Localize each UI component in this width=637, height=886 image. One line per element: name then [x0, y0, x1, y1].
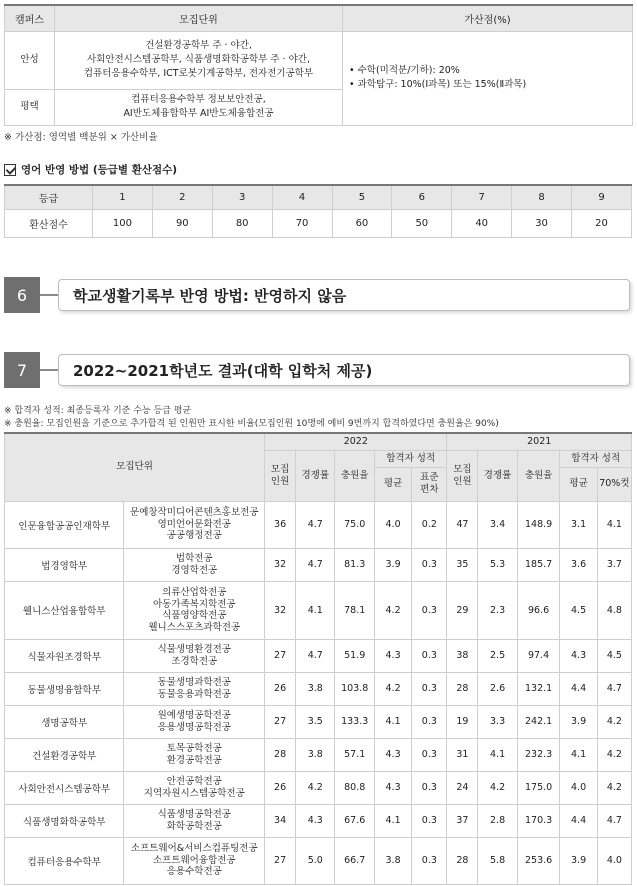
majors-cell: [124, 501, 265, 548]
major-name: 화학공학전공: [166, 820, 222, 832]
value-cell: 27: [265, 705, 296, 738]
value-cell: 4.1: [296, 581, 335, 639]
header-fill-rate: 충원율: [517, 450, 560, 501]
value-cell: 75.0: [335, 501, 374, 548]
value-cell: 35: [447, 548, 478, 581]
value-cell: 19: [447, 705, 478, 738]
header-unit: 모집단위: [5, 433, 265, 501]
table-row: [5, 837, 632, 884]
score-cell: 80: [212, 209, 272, 237]
value-cell: 232.3: [517, 738, 560, 771]
table-row: [5, 639, 632, 672]
value-cell: 80.8: [335, 771, 374, 804]
major-name: 문예창작미디어콘텐츠홍보전공: [130, 507, 259, 519]
major-name: 의류산업학전공: [162, 587, 227, 598]
value-cell: 4.2: [478, 771, 517, 804]
table-row: [5, 804, 632, 837]
major-name: 토목공학전공: [166, 743, 222, 754]
value-cell: 4.5: [560, 581, 597, 639]
value-cell: 0.2: [412, 501, 447, 548]
major-name: 소프트웨어융합전공: [152, 854, 236, 866]
table-row: [5, 501, 632, 548]
value-cell: 38: [447, 639, 478, 672]
header-competition: 경쟁률: [478, 450, 517, 501]
majors-cell: [124, 581, 265, 639]
value-cell: 0.3: [412, 738, 447, 771]
major-name: 공공행정전공: [166, 530, 222, 542]
unit-line: 사회안전시스템공학부, 식품생명화학공학부 주 · 야간,: [86, 54, 311, 65]
value-cell: 26: [265, 771, 296, 804]
majors-cell: [124, 837, 265, 884]
value-cell: 51.9: [335, 639, 374, 672]
value-cell: 29: [447, 581, 478, 639]
value-cell: 0.3: [412, 548, 447, 581]
table-row: [5, 672, 632, 705]
unit-line: 컴퓨터응용수학부 정보보안전공,: [131, 94, 266, 105]
dept-name: 건설환경공학부: [5, 738, 124, 771]
value-cell: 4.2: [597, 738, 631, 771]
major-name: 조경학전공: [171, 655, 218, 667]
value-cell: 34: [265, 804, 296, 837]
value-cell: 170.3: [517, 804, 560, 837]
header-std: 표준 편차: [412, 467, 447, 501]
value-cell: 4.8: [597, 581, 631, 639]
value-cell: 81.3: [335, 548, 374, 581]
unit-line: 건설환경공학부 주 · 야간,: [145, 40, 252, 51]
major-name: 원예생명공학전공: [157, 710, 231, 721]
header-addpoints: 가산점(%): [343, 5, 633, 31]
header-campus: 캠퍼스: [5, 5, 55, 31]
major-name: 동물응용과학전공: [157, 688, 231, 700]
value-cell: 103.8: [335, 672, 374, 705]
value-cell: 0.3: [412, 672, 447, 705]
grade-label: 등급: [5, 185, 93, 209]
header-avg: 평균: [374, 467, 411, 501]
value-cell: 4.3: [374, 738, 411, 771]
score-cell: 100: [93, 209, 153, 237]
majors-cell: [124, 771, 265, 804]
results-body: [5, 501, 632, 884]
dept-name: 컴퓨터응용수학부: [5, 837, 124, 884]
header-score-group: 합격자 성적: [374, 450, 447, 467]
section-6-header: [4, 277, 632, 313]
major-name: 아동가족복지학전공: [152, 598, 236, 610]
value-cell: 4.3: [374, 639, 411, 672]
value-cell: 5.0: [296, 837, 335, 884]
table-row: [5, 705, 632, 738]
section-7-header: [4, 352, 632, 388]
addpoint-note: ※ 가산점: 영역별 백분위 × 가산비율: [4, 132, 158, 143]
major-name: 영미언어문화전공: [157, 518, 231, 530]
dept-name: 법경영학부: [5, 548, 124, 581]
major-name: 환경공학전공: [166, 754, 222, 766]
value-cell: 2.6: [478, 672, 517, 705]
grade-cell: 8: [512, 185, 572, 209]
value-cell: 4.7: [597, 672, 631, 705]
header-units: 모집단위: [55, 5, 343, 31]
value-cell: 0.3: [412, 804, 447, 837]
value-cell: 4.7: [296, 548, 335, 581]
addpoint-math: • 수학(미적분/기하): 20%: [349, 65, 460, 76]
major-name: 웰니스스포츠과학전공: [148, 621, 241, 633]
major-name: 법학전공: [175, 553, 213, 564]
value-cell: 4.7: [296, 501, 335, 548]
value-cell: 5.3: [478, 548, 517, 581]
english-section-title: [4, 162, 177, 177]
value-cell: 4.2: [597, 705, 631, 738]
addpoint-science: • 과학탐구: 10%(Ⅰ과목) 또는 15%(Ⅱ과목): [349, 79, 527, 90]
value-cell: 27: [265, 837, 296, 884]
score-cell: 50: [392, 209, 452, 237]
score-cell: 90: [152, 209, 212, 237]
value-cell: 0.3: [412, 837, 447, 884]
score-cell: 40: [452, 209, 512, 237]
score-label: 환산점수: [5, 209, 93, 237]
value-cell: 57.1: [335, 738, 374, 771]
value-cell: 4.1: [478, 738, 517, 771]
value-cell: 3.3: [478, 705, 517, 738]
majors-cell: [124, 672, 265, 705]
value-cell: 27: [265, 639, 296, 672]
campus-name: 평택: [5, 89, 55, 125]
value-cell: 0.3: [412, 705, 447, 738]
value-cell: 4.3: [560, 639, 597, 672]
score-cell: 30: [512, 209, 572, 237]
value-cell: 253.6: [517, 837, 560, 884]
table-row: [5, 738, 632, 771]
value-cell: 4.7: [296, 639, 335, 672]
header-cut70: 70%컷: [597, 467, 631, 501]
majors-cell: [124, 804, 265, 837]
table-row: [5, 548, 632, 581]
major-name: 응용수학전공: [166, 866, 222, 878]
dept-name: 동물생명융합학부: [5, 672, 124, 705]
major-name: 식품생명공학전공: [157, 809, 231, 820]
value-cell: 2.8: [478, 804, 517, 837]
value-cell: 66.7: [335, 837, 374, 884]
value-cell: 5.8: [478, 837, 517, 884]
value-cell: 2.5: [478, 639, 517, 672]
value-cell: 2.3: [478, 581, 517, 639]
grade-cell: 1: [93, 185, 153, 209]
dept-name: 식품생명화학공학부: [5, 804, 124, 837]
value-cell: 28: [447, 672, 478, 705]
value-cell: 4.4: [560, 672, 597, 705]
value-cell: 3.4: [478, 501, 517, 548]
table-row: [5, 581, 632, 639]
results-table: [4, 432, 632, 885]
score-cell: 20: [572, 209, 632, 237]
dept-name: 인문융합공공인재학부: [5, 501, 124, 548]
campus-addpoint-table: [4, 4, 633, 126]
value-cell: 0.3: [412, 771, 447, 804]
value-cell: 3.8: [296, 672, 335, 705]
majors-cell: [124, 738, 265, 771]
unit-line: AI반도체융합학부 AI반도체융합전공: [123, 108, 274, 119]
major-name: 식품영양학전공: [162, 610, 227, 621]
value-cell: 67.6: [335, 804, 374, 837]
value-cell: 4.0: [374, 501, 411, 548]
value-cell: 148.9: [517, 501, 560, 548]
value-cell: 175.0: [517, 771, 560, 804]
value-cell: 37: [447, 804, 478, 837]
value-cell: 28: [447, 837, 478, 884]
value-cell: 78.1: [335, 581, 374, 639]
value-cell: 32: [265, 548, 296, 581]
english-grade-table: [4, 184, 632, 238]
value-cell: 4.1: [374, 804, 411, 837]
campus-name: 안성: [5, 31, 55, 89]
unit-line: 컴퓨터응용수학부, ICT로봇기계공학부, 전자전기공학부: [83, 68, 314, 79]
value-cell: 28: [265, 738, 296, 771]
value-cell: 0.3: [412, 639, 447, 672]
dept-name: 사회안전시스템공학부: [5, 771, 124, 804]
value-cell: 4.7: [597, 804, 631, 837]
majors-cell: [124, 705, 265, 738]
majors-cell: [124, 548, 265, 581]
grade-cell: 5: [332, 185, 392, 209]
value-cell: 185.7: [517, 548, 560, 581]
value-cell: 4.2: [374, 672, 411, 705]
dept-name: 웰니스산업융합학부: [5, 581, 124, 639]
value-cell: 133.3: [335, 705, 374, 738]
header-score-group: 합격자 성적: [560, 450, 632, 467]
header-fill-rate: 충원율: [335, 450, 374, 501]
header-avg: 평균: [560, 467, 597, 501]
value-cell: 132.1: [517, 672, 560, 705]
note-score: ※ 합격자 성적: 최종등록자 기준 수능 등급 평균: [4, 406, 192, 416]
header-2022: 2022: [265, 433, 447, 450]
table-row: [5, 771, 632, 804]
major-name: 동물생명과학전공: [157, 677, 231, 688]
value-cell: 32: [265, 581, 296, 639]
english-title-text: 영어 반영 방법 (등급별 환산점수): [21, 164, 178, 176]
header-quota: 모집 인원: [265, 450, 296, 501]
grade-cell: 7: [452, 185, 512, 209]
grade-cell: 6: [392, 185, 452, 209]
value-cell: 3.8: [296, 738, 335, 771]
value-cell: 3.8: [374, 837, 411, 884]
value-cell: 3.9: [560, 837, 597, 884]
value-cell: 31: [447, 738, 478, 771]
value-cell: 242.1: [517, 705, 560, 738]
value-cell: 36: [265, 501, 296, 548]
value-cell: 26: [265, 672, 296, 705]
value-cell: 4.1: [597, 501, 631, 548]
value-cell: 4.0: [597, 837, 631, 884]
score-cell: 60: [332, 209, 392, 237]
grade-cell: 3: [212, 185, 272, 209]
score-cell: 70: [272, 209, 332, 237]
dept-name: 생명공학부: [5, 705, 124, 738]
value-cell: 3.7: [597, 548, 631, 581]
value-cell: 3.9: [560, 705, 597, 738]
value-cell: 4.3: [296, 804, 335, 837]
value-cell: 47: [447, 501, 478, 548]
value-cell: 3.1: [560, 501, 597, 548]
major-name: 지역자원시스템공학전공: [143, 787, 245, 799]
value-cell: 4.3: [374, 771, 411, 804]
dept-name: 식물자원조경학부: [5, 639, 124, 672]
header-competition: 경쟁률: [296, 450, 335, 501]
value-cell: 0.3: [412, 581, 447, 639]
section-connector: [40, 369, 58, 371]
section-title: 학교생활기록부 반영 방법: 반영하지 않음: [58, 279, 630, 311]
note-fill-rate: ※ 충원율: 모집인원을 기준으로 추가합격 된 인원만 표시한 비율(모집인원 10명에 예비 9번까지 합격하였다면 충원율은 90%): [4, 419, 499, 429]
major-name: 경영학전공: [171, 564, 218, 576]
value-cell: 4.1: [560, 738, 597, 771]
value-cell: 24: [447, 771, 478, 804]
major-name: 식물생명환경전공: [157, 644, 231, 655]
campus-units: [55, 31, 343, 89]
value-cell: 96.6: [517, 581, 560, 639]
value-cell: 4.4: [560, 804, 597, 837]
section-connector: [40, 294, 58, 296]
grade-cell: 2: [152, 185, 212, 209]
value-cell: 97.4: [517, 639, 560, 672]
value-cell: 3.9: [374, 548, 411, 581]
value-cell: 3.5: [296, 705, 335, 738]
header-quota: 모집 인원: [447, 450, 478, 501]
major-name: 소프트웨어&서비스컴퓨팅전공: [130, 843, 258, 855]
value-cell: 4.5: [597, 639, 631, 672]
addpoints-cell: [343, 31, 633, 125]
header-2021: 2021: [447, 433, 632, 450]
section-title: 2022~2021학년도 결과(대학 입학처 제공): [58, 354, 630, 386]
section-number: 6: [4, 277, 40, 313]
major-name: 응용생명공학전공: [157, 721, 231, 733]
value-cell: 4.2: [597, 771, 631, 804]
value-cell: 4.2: [374, 581, 411, 639]
section-number: 7: [4, 352, 40, 388]
value-cell: 4.0: [560, 771, 597, 804]
campus-units: [55, 89, 343, 125]
value-cell: 4.1: [374, 705, 411, 738]
value-cell: 4.2: [296, 771, 335, 804]
major-name: 안전공학전공: [166, 776, 222, 787]
grade-cell: 9: [572, 185, 632, 209]
majors-cell: [124, 639, 265, 672]
grade-cell: 4: [272, 185, 332, 209]
value-cell: 3.6: [560, 548, 597, 581]
checkbox-icon: [4, 164, 16, 176]
